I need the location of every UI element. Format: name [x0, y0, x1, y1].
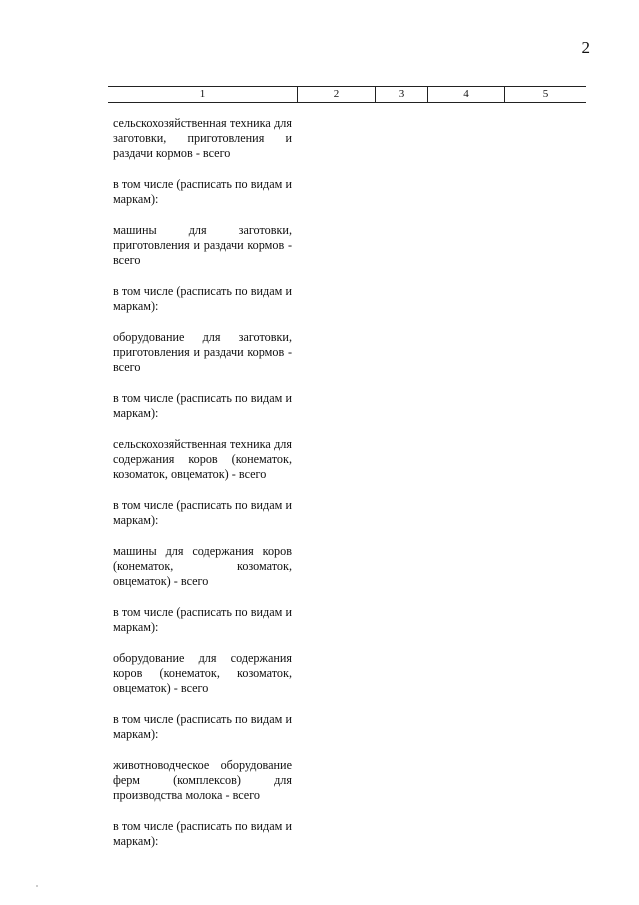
table-row: в том числе (расписать по видам и маркам):: [113, 498, 292, 527]
table-row: животноводческое оборудование ферм (комплексов) для производства молока - всего: [113, 758, 292, 802]
column-header-4: 4: [428, 87, 505, 102]
table-row: машины для заготовки, приготовления и раздачи кормов - всего: [113, 223, 292, 267]
table-row: сельскохозяйственная техника для заготовки, приготовления и раздачи кормов - всего: [113, 116, 292, 160]
column-header-5: 5: [542, 88, 549, 100]
scan-speck: [36, 885, 38, 887]
table-row: машины для содержания коров (конематок, козоматок, овцематок) - всего: [113, 544, 292, 588]
column-header-1: 1: [108, 87, 298, 102]
table-row: в том числе (расписать по видам и маркам):: [113, 391, 292, 420]
page-number: 2: [581, 38, 590, 57]
table-row: в том числе (расписать по видам и маркам):: [113, 712, 292, 741]
table-row: в том числе (расписать по видам и маркам):: [113, 605, 292, 634]
table-header: [108, 86, 586, 103]
column-header-2: 2: [298, 87, 376, 102]
table-body: [113, 116, 292, 865]
table-row: оборудование для заготовки, приготовления и раздачи кормов - всего: [113, 330, 292, 374]
table-row: сельскохозяйственная техника для содержания коров (конематок, козоматок, овцематок) - всего: [113, 437, 292, 481]
table-row: в том числе (расписать по видам и маркам):: [113, 819, 292, 848]
table-row: в том числе (расписать по видам и маркам):: [113, 284, 292, 313]
table-row: в том числе (расписать по видам и маркам):: [113, 177, 292, 206]
table-row: оборудование для содержания коров (конематок, козоматок, овцематок) - всего: [113, 651, 292, 695]
column-header-3: 3: [376, 87, 428, 102]
